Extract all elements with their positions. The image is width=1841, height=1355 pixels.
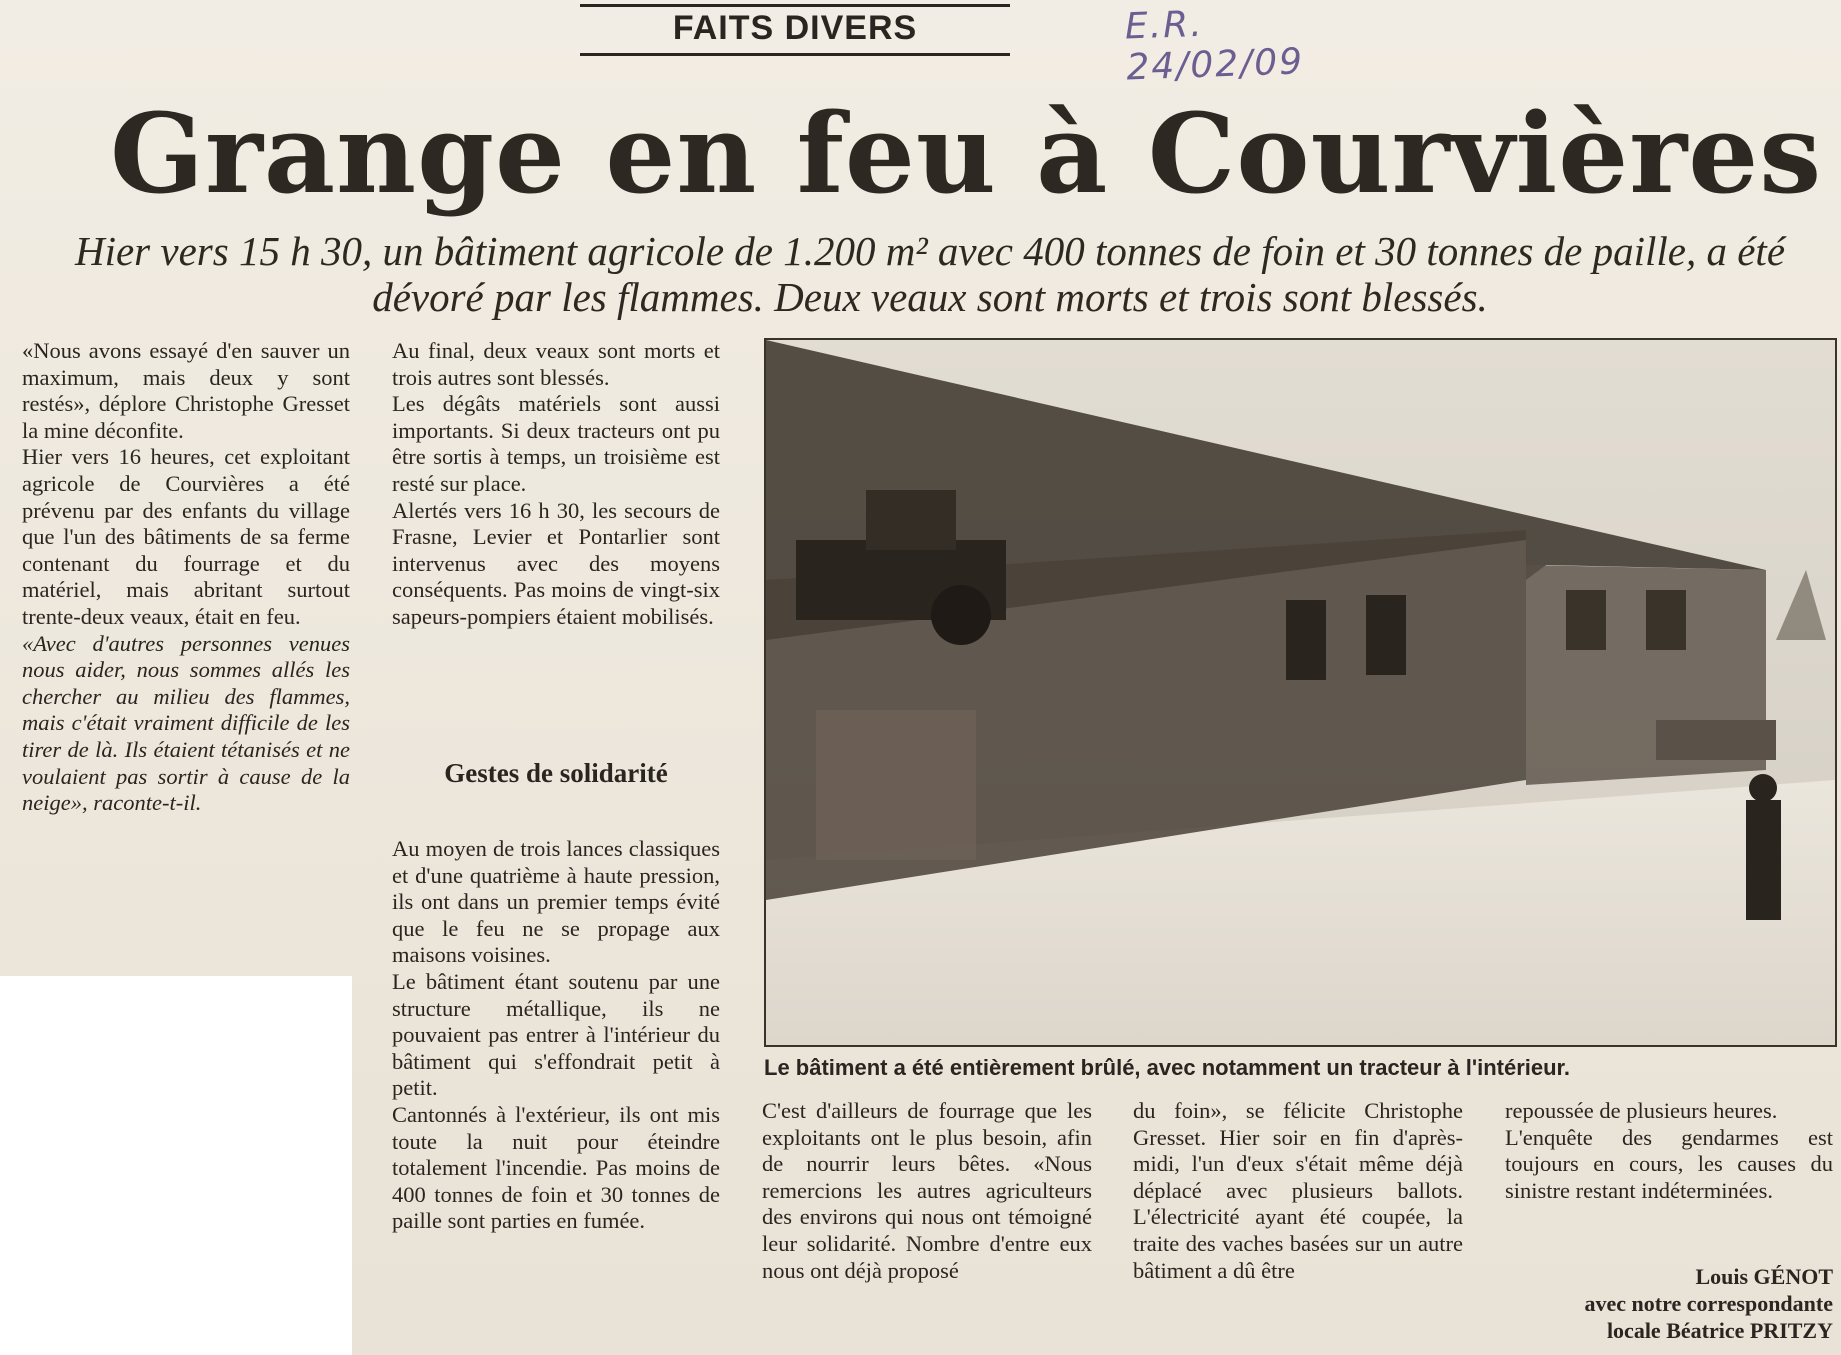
- handwritten-date: E.R. 24/02/09: [1124, 3, 1305, 89]
- article-column-2-continued: [392, 836, 720, 1235]
- paragraph: repoussée de plusieurs heures.: [1505, 1098, 1778, 1123]
- paragraph: Les dégâts matériels sont aussi importants. Si deux tracteurs ont pu être sortis à temps, un troisième est resté sur place.: [392, 391, 720, 496]
- article-column-3: [762, 1098, 1092, 1284]
- author-name: Louis GÉNOT: [1695, 1264, 1833, 1289]
- paragraph: Cantonnés à l'extérieur, ils ont mis toute la nuit pour éteindre totalement l'incendie. Pas moins de 400 tonnes de foin et 30 tonnes de paille sont parties en fumée.: [392, 1101, 720, 1234]
- paragraph: Au final, deux veaux sont morts et trois autres sont blessés.: [392, 338, 720, 390]
- article-column-5: [1505, 1098, 1833, 1204]
- blank-patch: [0, 976, 352, 1355]
- paragraph: «Nous avons essayé d'en sauver un maximum, mais deux y sont restés», déplore Christophe Gresset la mine déconfite.: [22, 338, 350, 443]
- paragraph: C'est d'ailleurs de fourrage que les exploitants ont le plus besoin, afin de nourrir leurs bêtes. «Nous remercions les autres agriculteurs des environs qui nous ont témoigné leur solidarité. Nombre d'entre eux nous ont déjà proposé: [762, 1098, 1092, 1283]
- article-column-4: [1133, 1098, 1463, 1284]
- article-column-1: [22, 338, 350, 817]
- article-column-2: [392, 338, 720, 631]
- article-headline: Grange en feu à Courvières: [110, 89, 1823, 218]
- photo-caption: Le bâtiment a été entièrement brûlé, avec notamment un tracteur à l'intérieur.: [764, 1055, 1571, 1080]
- paragraph: L'enquête des gendarmes est toujours en cours, les causes du sinistre restant indéterminées.: [1505, 1124, 1833, 1203]
- paragraph: Le bâtiment étant soutenu par une structure métallique, ils ne pouvaient pas entrer à l'intérieur du bâtiment qui s'effondrait petit à petit.: [392, 968, 720, 1101]
- article-byline: [1505, 1263, 1833, 1344]
- paragraph: Hier vers 16 heures, cet exploitant agricole de Courvières a été prévenu par des enfants du village que l'un des bâtiments de sa ferme contenant du fourrage et du matériel, mais abritant surtout trente-deux veaux, était en feu.: [22, 444, 350, 629]
- paragraph: Au moyen de trois lances classiques et d'une quatrième à haute pression, ils ont dans un premier temps évité que le feu ne se propage aux maisons voisines.: [392, 836, 720, 968]
- article-lede: Hier vers 15 h 30, un bâtiment agricole de 1.200 m² avec 400 tonnes de foin et 30 tonnes de paille, a été dévoré par les flammes. Deux veaux sont morts et trois sont blessés.: [74, 228, 1786, 320]
- correspondent-name: locale Béatrice PRITZY: [1606, 1318, 1833, 1343]
- paragraph: du foin», se félicite Christophe Gresset. Hier soir en fin d'après-midi, l'un d'eux s'était même déjà déplacé avec plusieurs ballots. L'électricité ayant été coupée, la traite des vaches basées sur un autre bâtiment a dû être: [1133, 1098, 1463, 1283]
- section-rubric: FAITS DIVERS: [580, 4, 1010, 56]
- correspondent-line: avec notre correspondante: [1584, 1291, 1833, 1316]
- news-photo-burned-barn: [764, 338, 1837, 1047]
- paragraph: Alertés vers 16 h 30, les secours de Frasne, Levier et Pontarlier sont intervenus avec des moyens conséquents. Pas moins de vingt-six sapeurs-pompiers étaient mobilisés.: [392, 497, 720, 629]
- photo-illustration: [766, 340, 1835, 1045]
- paragraph: «Avec d'autres personnes venues nous aider, nous sommes allés les chercher au milieu des flammes, mais c'était vraiment difficile de les tirer de là. Ils étaient tétanisés et ne voulaient pas sortir à cause de la neige», raconte-t-il.: [22, 630, 350, 816]
- article-subheading: Gestes de solidarité: [444, 758, 668, 788]
